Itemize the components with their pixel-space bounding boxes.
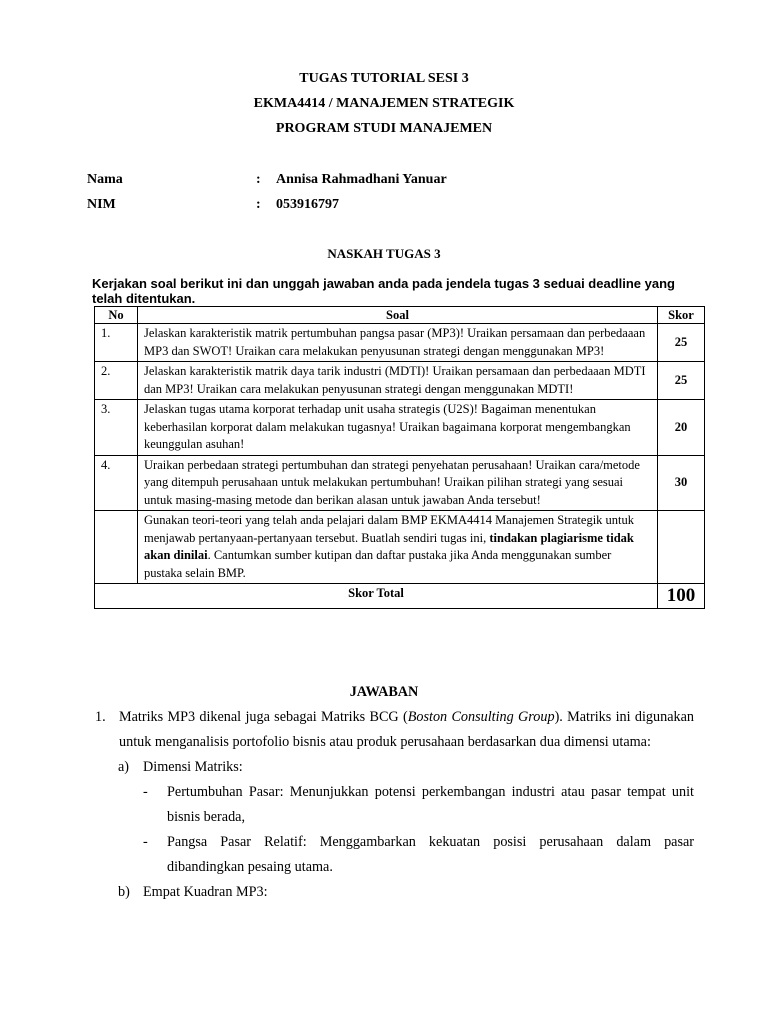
row-no: 3. bbox=[95, 400, 138, 456]
dash-item-2-text: Pangsa Pasar Relatif: Menggambarkan kekuatan posisi perusahaan dalam pasar dibandingkan pesaing utama. bbox=[167, 834, 694, 875]
total-label: Skor Total bbox=[95, 584, 658, 609]
answer-section bbox=[0, 680, 768, 905]
sub-item-letter: b) bbox=[118, 884, 130, 900]
dash-item-2 bbox=[143, 830, 694, 880]
nim-value: 053916797 bbox=[276, 197, 339, 212]
sub-item-a-text: Dimensi Matriks: bbox=[143, 759, 243, 775]
answer-heading: JAWABAN bbox=[349, 684, 419, 700]
header-title-line1: TUGAS TUTORIAL SESI 3 bbox=[299, 71, 469, 86]
dash-bullet: - bbox=[143, 784, 148, 800]
note-cell bbox=[138, 511, 658, 584]
row-no: 2. bbox=[95, 362, 138, 400]
row-no: 4. bbox=[95, 455, 138, 511]
dash-item-1-text: Pertumbuhan Pasar: Menunjukkan potensi perkembangan industri atau pasar tempat unit bisnis berada, bbox=[167, 784, 694, 825]
row-skor: 25 bbox=[658, 362, 705, 400]
sub-item-b-text: Empat Kuadran MP3: bbox=[143, 884, 268, 900]
answer-item-1 bbox=[95, 705, 694, 755]
note-skor-empty bbox=[658, 511, 705, 584]
name-value: Annisa Rahmadhani Yanuar bbox=[276, 172, 447, 187]
row-soal: Jelaskan karakteristik matrik daya tarik industri (MDTI)! Uraikan persamaan dan perbedaaan MDTI dan MP3! Uraikan cara melakukan penyusunan strategi dengan menggunakan MDTI! bbox=[138, 362, 658, 400]
sub-item-a bbox=[118, 755, 694, 780]
note-text: Gunakan teori-teori yang telah anda pelajari dalam BMP EKMA4414 Manajemen Strategik untuk menjawab pertanyaan-pertanyaan tersebut. Buatlah sendiri tugas ini, bbox=[144, 513, 635, 545]
total-value: 100 bbox=[658, 584, 705, 609]
task-table bbox=[94, 306, 705, 609]
row-soal: Jelaskan karakteristik matrik pertumbuhan pangsa pasar (MP3)! Uraikan persamaan dan perbedaaan MP3 dan SWOT! Uraikan cara melakukan penyusunan strategi dengan menggunakan MP3! bbox=[138, 324, 658, 362]
instruction-text: Kerjakan soal berikut ini dan unggah jawaban anda pada jendela tugas 3 seduai deadline yang telah ditentukan. bbox=[92, 276, 675, 306]
note-text-end: . Cantumkan sumber kutipan dan daftar pustaka jika Anda menggunakan sumber pustaka selain BMP. bbox=[144, 548, 612, 580]
item1-text-start: Matriks MP3 dikenal juga sebagai Matriks BCG ( bbox=[119, 709, 408, 725]
name-label: Nama bbox=[87, 172, 123, 187]
task-table-block bbox=[90, 276, 702, 609]
header-program-line: PROGRAM STUDI MANAJEMEN bbox=[275, 121, 493, 136]
note-empty-cell bbox=[95, 511, 138, 584]
row-skor: 20 bbox=[658, 400, 705, 456]
row-skor: 25 bbox=[658, 324, 705, 362]
row-skor: 30 bbox=[658, 455, 705, 511]
header-soal: Soal bbox=[138, 307, 658, 324]
row-soal: Uraikan perbedaan strategi pertumbuhan dan strategi penyehatan perusahaan! Uraikan cara/metode yang ditempuh perusahaan untuk melakukan pertumbuhan! Uraikan pilihan strategi yang sesuai untuk masing-masing metode dan berikan alasan untuk jawaban Anda tersebut! bbox=[138, 455, 658, 511]
naskah-title: NASKAH TUGAS 3 bbox=[327, 246, 441, 261]
header-course-line: EKMA4414 / MANAJEMEN STRATEGIK bbox=[253, 96, 515, 111]
table-total-row bbox=[95, 584, 705, 609]
item1-italic-text: Boston Consulting Group bbox=[407, 709, 555, 725]
sub-item-letter: a) bbox=[118, 759, 130, 775]
sub-item-b bbox=[118, 880, 694, 905]
item1-text-end: ). Matriks ini digunakan untuk menganalisis portofolio bisnis atau produk perusahaan berdasarkan dua dimensi utama: bbox=[119, 709, 694, 750]
name-colon: : bbox=[256, 172, 261, 187]
answer-item-number: 1. bbox=[95, 709, 106, 725]
table-row bbox=[95, 324, 705, 362]
table-note-row bbox=[95, 511, 705, 584]
table-row bbox=[95, 362, 705, 400]
table-row bbox=[95, 400, 705, 456]
row-soal: Jelaskan tugas utama korporat terhadap unit usaha strategis (U2S)! Bagaiman menentukan keberhasilan korporat dalam melakukan tugasnya! Uraikan bagaimana korporat mengembangkan keunggulan asuhan! bbox=[138, 400, 658, 456]
header-skor: Skor bbox=[658, 307, 705, 324]
nim-label: NIM bbox=[87, 197, 116, 212]
nim-colon: : bbox=[256, 197, 261, 212]
dash-item-1 bbox=[143, 780, 694, 830]
header-no: No bbox=[95, 307, 138, 324]
table-row bbox=[95, 455, 705, 511]
table-header-row bbox=[95, 307, 705, 324]
note-bold-text: tindakan plagiarisme tidak akan dinilai bbox=[144, 530, 634, 562]
row-no: 1. bbox=[95, 324, 138, 362]
dash-bullet: - bbox=[143, 834, 148, 850]
